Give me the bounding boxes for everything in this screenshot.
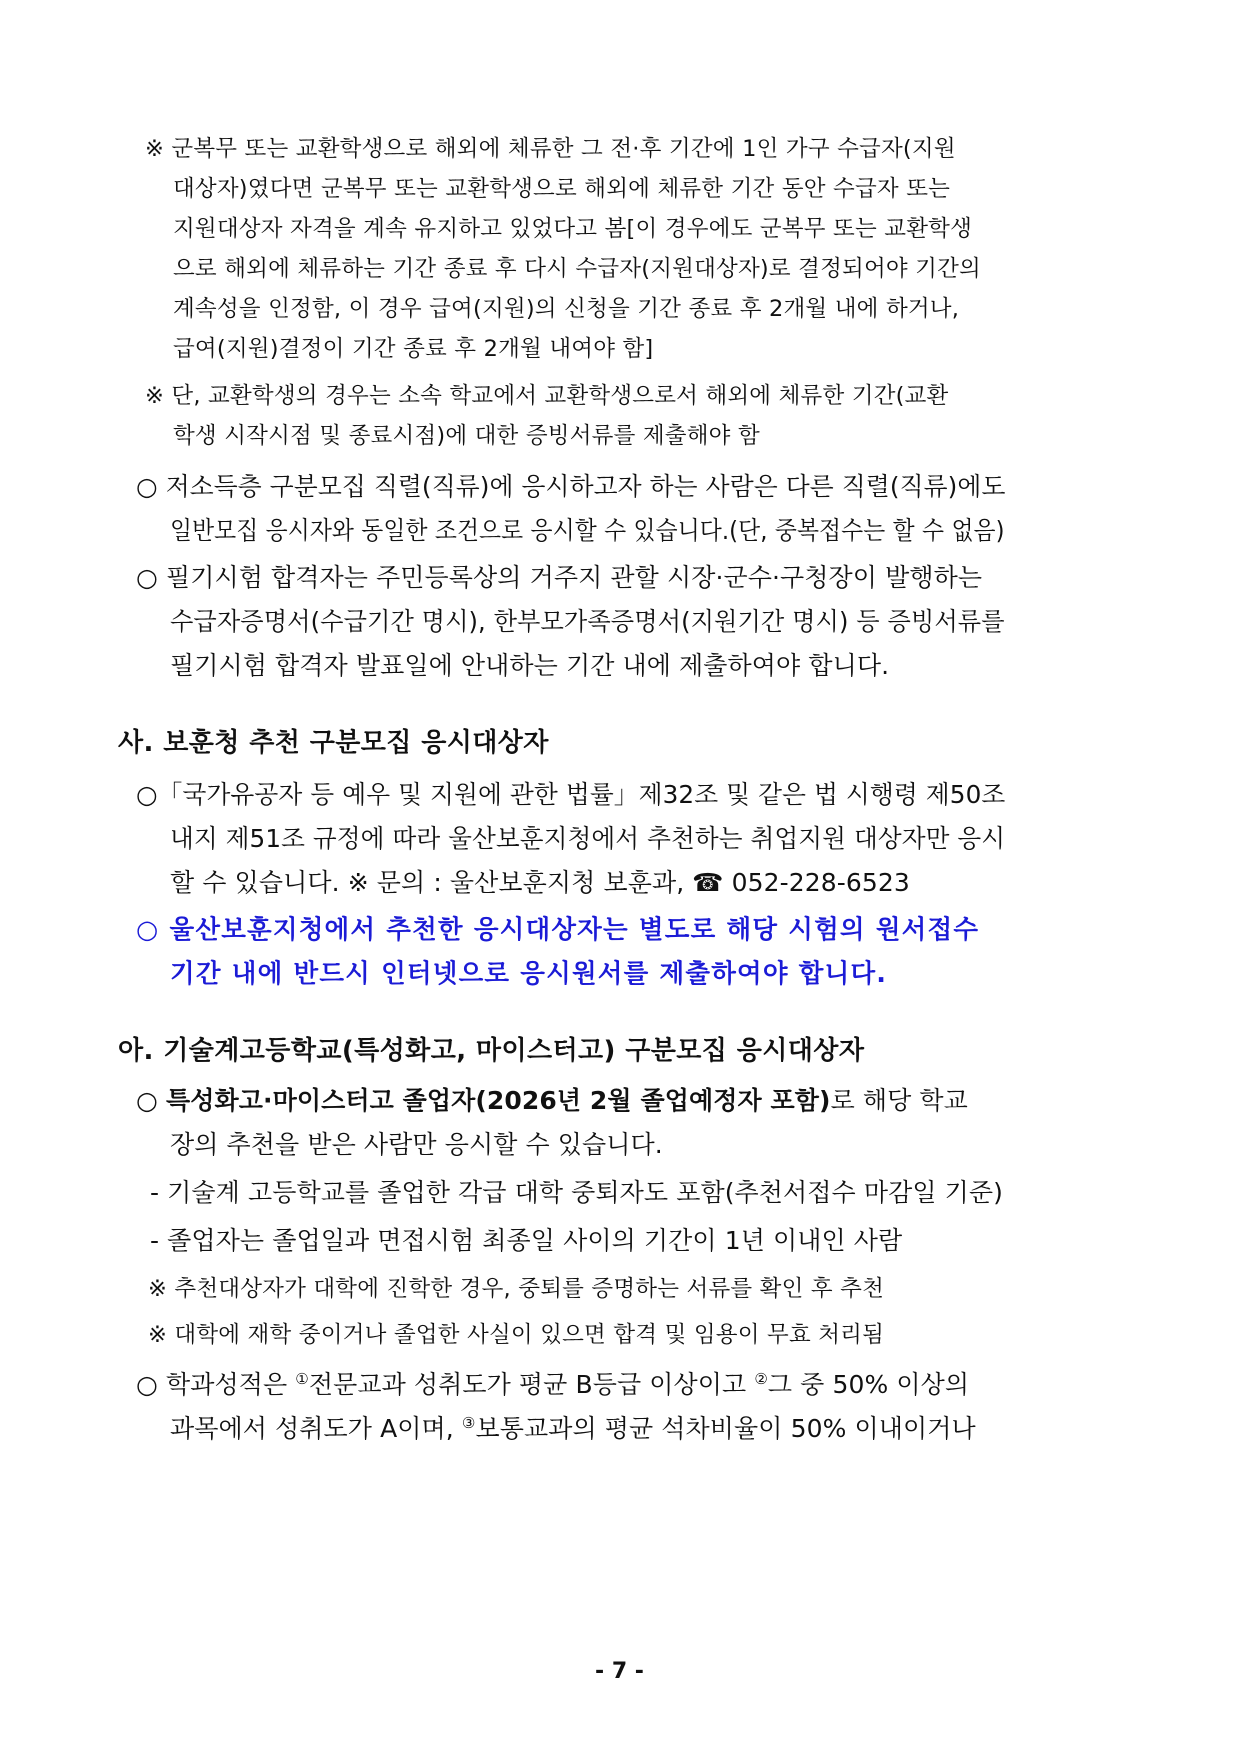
note-military-line: 대상자)였다면 군복무 또는 교환학생으로 해외에 체류한 기간 동안 수급자 또는 [173,176,951,202]
bullet-grades-line [170,1416,976,1441]
note-military-line: 계속성을 인정함, 이 경우 급여(지원)의 신청을 기간 종료 후 2개월 내에 하거나, [173,296,960,322]
grades-text: 전문교과 성취도가 평균 B등급 이상이고 [308,1370,755,1399]
bullet-graduates-rest: 로 해당 학교 [830,1086,968,1115]
bullet-low-income-line: 일반모집 응시자와 동일한 조건으로 응시할 수 있습니다.(단, 중복접수는 할 수 없음) [170,516,1005,545]
note-military-line: 급여(지원)결정이 기간 종료 후 2개월 내여야 함] [173,336,654,362]
section-heading-a: 아. 기술계고등학교(특성화고, 마이스터고) 구분모집 응시대상자 [118,1036,865,1066]
grades-text: 보통교과의 평균 석차비율이 50% 이내이거나 [475,1414,976,1443]
bullet-veterans-law: ○「국가유공자 등 예우 및 지원에 관한 법률」제32조 및 같은 법 시행령 제50조 [136,780,1006,809]
bullet-veterans-contact: 할 수 있습니다. ※ 문의 : 울산보훈지청 보훈과, ☎ 052-228-6523 [170,868,910,897]
note-exchange-line: 학생 시작시점 및 종료시점)에 대한 증빙서류를 제출해야 함 [173,423,760,449]
note-military-line: 지원대상자 자격을 계속 유지하고 있었다고 봄[이 경우에도 군복무 또는 교환학생 [173,216,973,242]
section-heading-sa: 사. 보훈청 추천 구분모집 응시대상자 [118,728,549,758]
note-exchange: ※ 단, 교환학생의 경우는 소속 학교에서 교환학생으로서 해외에 체류한 기간(교환 [145,383,949,409]
notice-veterans-application-line: 기간 내에 반드시 인터넷으로 응시원서를 제출하여야 합니다. [170,959,888,989]
bullet-graduates [136,1088,968,1113]
note-military: ※ 군복무 또는 교환학생으로 해외에 체류한 그 전·후 기간에 1인 가구 수급자(지원 [145,136,956,162]
dash-graduation-period: - 졸업자는 졸업일과 면접시험 최종일 사이의 기간이 1년 이내인 사람 [150,1226,903,1255]
bullet-veterans-law-line: 내지 제51조 규정에 따라 울산보훈지청에서 추천하는 취업지원 대상자만 응시 [170,824,1006,853]
page-number: - 7 - [595,1659,644,1684]
bullet-low-income: ○ 저소득층 구분모집 직렬(직류)에 응시하고자 하는 사람은 다른 직렬(직류)에도 [136,472,1006,501]
circled-number: ① [295,1370,309,1388]
bullet-graduates-line: 장의 추천을 받은 사람만 응시할 수 있습니다. [170,1130,663,1159]
circled-number: ③ [461,1414,476,1432]
grades-text: ○ 학과성적은 [136,1370,296,1399]
circled-number: ② [754,1370,768,1388]
bullet-grades [136,1372,969,1397]
bullet-graduates-prefix: ○ [136,1086,166,1115]
note-university-enrolled: ※ 대학에 재학 중이거나 졸업한 사실이 있으면 합격 및 임용이 무효 처리됨 [148,1322,885,1348]
dash-dropouts: - 기술계 고등학교를 졸업한 각급 대학 중퇴자도 포함(추천서접수 마감일 기준) [150,1178,1004,1207]
grades-text: 과목에서 성취도가 A이며, [170,1414,462,1443]
bullet-documents-line: 필기시험 합격자 발표일에 안내하는 기간 내에 제출하여야 합니다. [170,651,890,680]
bullet-documents: ○ 필기시험 합격자는 주민등록상의 거주지 관할 시장·군수·구청장이 발행하는 [136,563,983,592]
notice-veterans-application: ○ 울산보훈지청에서 추천한 응시대상자는 별도로 해당 시험의 원서접수 [136,915,980,945]
bullet-graduates-bold: 특성화고·마이스터고 졸업자(2026년 2월 졸업예정자 포함) [165,1086,831,1115]
grades-text: 그 중 50% 이상의 [767,1370,970,1399]
note-university-dropout: ※ 추천대상자가 대학에 진학한 경우, 중퇴를 증명하는 서류를 확인 후 추천 [148,1276,885,1302]
bullet-documents-line: 수급자증명서(수급기간 명시), 한부모가족증명서(지원기간 명시) 등 증빙서류를 [170,607,1005,636]
note-military-line: 으로 해외에 체류하는 기간 종료 후 다시 수급자(지원대상자)로 결정되어야 기간의 [173,256,981,282]
